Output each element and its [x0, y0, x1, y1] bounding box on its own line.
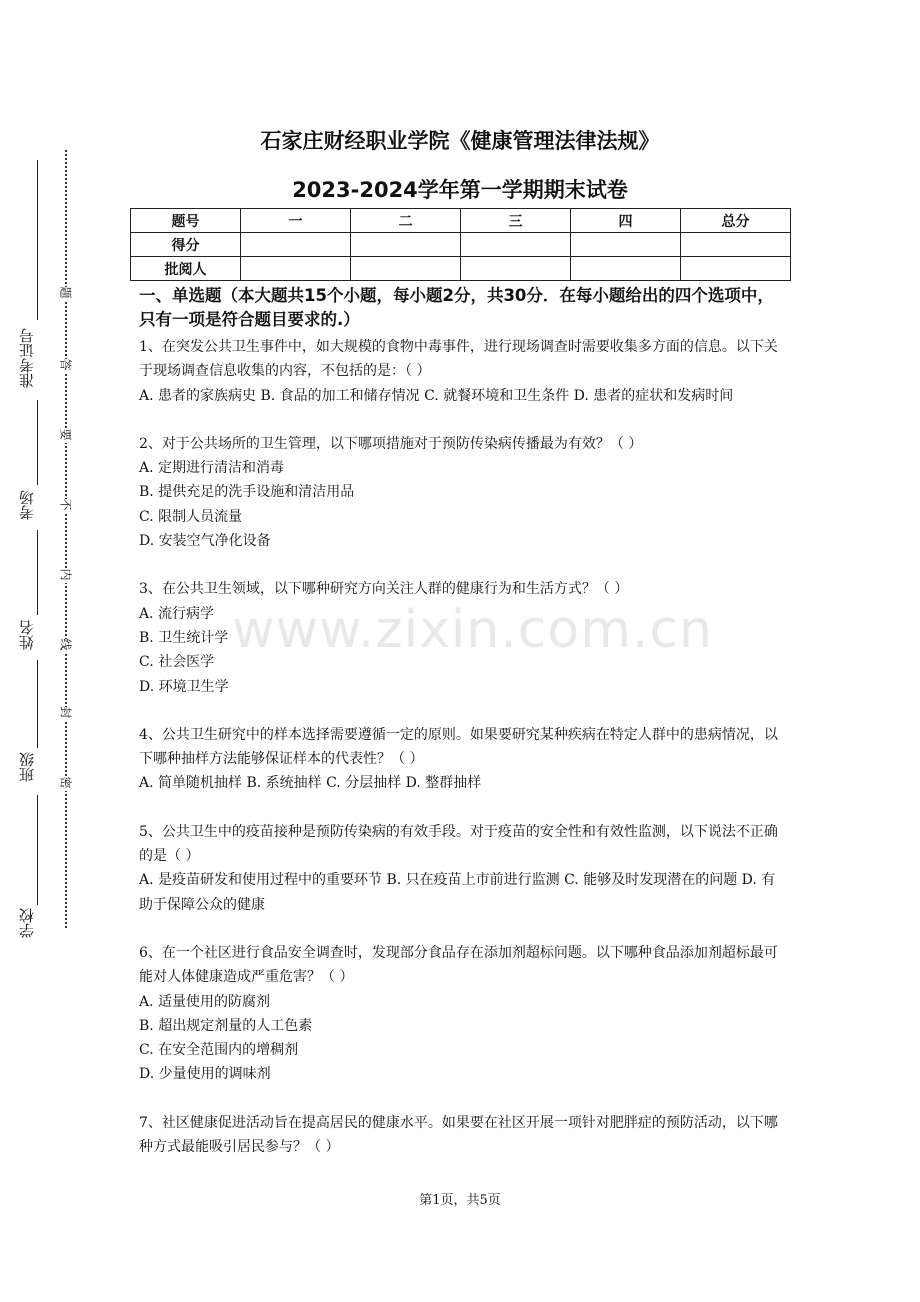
section-heading: 一、单选题（本大题共15个小题，每小题2分，共30分．在每小题给出的四个选项中，只有一项是符合题目要求的.） [139, 286, 774, 329]
class-label: 班级 [18, 752, 36, 782]
question-7 [139, 1111, 785, 1160]
seal-char: 要 [60, 427, 72, 441]
grader-cell[interactable] [571, 257, 681, 281]
score-row [131, 233, 791, 257]
score-cell[interactable] [681, 233, 791, 257]
question-stem: 5、公共卫生中的疫苗接种是预防传染病的有效手段。对于疫苗的安全性和有效性监测，以下说法不正确的是（ ） [139, 823, 778, 865]
grader-cell[interactable] [241, 257, 351, 281]
question-options-inline: A. 简单随机抽样 B. 系统抽样 C. 分层抽样 D. 整群抽样 [139, 775, 482, 792]
option-c: C. 限制人员流量 [139, 508, 243, 525]
name-line [37, 530, 38, 615]
exam-room-line [37, 400, 38, 485]
option-d: D. 安装空气净化设备 [139, 533, 271, 550]
seal-char: 密 [60, 775, 72, 789]
option-d: D. 少量使用的调味剂 [139, 1066, 271, 1083]
score-cell[interactable] [571, 233, 681, 257]
grader-row [131, 257, 791, 281]
option-c: C. 在安全范围内的增稠剂 [139, 1042, 299, 1059]
question-stem: 2、对于公共场所的卫生管理，以下哪项措施对于预防传染病传播最为有效？（ ） [139, 435, 643, 452]
score-row-label: 得分 [131, 233, 241, 257]
header-cell: 二 [351, 209, 461, 233]
seal-char: 线 [60, 637, 72, 651]
school-label: 学校 [18, 908, 36, 938]
watermark: www.zixin.com.cn [232, 600, 713, 660]
exam-room-label: 考场 [18, 490, 36, 520]
option-b: B. 卫生统计学 [139, 629, 229, 646]
seal-char: 内 [60, 567, 72, 581]
option-c: C. 社会医学 [139, 654, 215, 671]
question-1 [139, 335, 785, 408]
score-cell[interactable] [241, 233, 351, 257]
question-stem: 6、在一个社区进行食品安全调查时，发现部分食品存在添加剂超标问题。以下哪种食品添加剂超标最可能对人体健康造成严重危害？（ ） [139, 944, 778, 986]
seal-char: 题 [60, 285, 72, 299]
score-cell[interactable] [461, 233, 571, 257]
header-cell: 一 [241, 209, 351, 233]
exam-subtitle: 2023-2024学年第一学期期末试卷 [292, 178, 628, 202]
option-b: B. 提供充足的洗手设施和清洁用品 [139, 484, 355, 501]
grader-cell[interactable] [461, 257, 571, 281]
seal-char: 封 [60, 705, 72, 719]
seal-char: 答 [60, 357, 72, 371]
exam-title: 石家庄财经职业学院《健康管理法律法规》 [260, 129, 660, 153]
seal-char: 不 [60, 497, 72, 511]
grader-cell[interactable] [351, 257, 461, 281]
question-6 [139, 941, 785, 1087]
question-4 [139, 723, 785, 796]
option-b: B. 超出规定剂量的人工色素 [139, 1017, 313, 1034]
option-a: A. 定期进行清洁和消毒 [139, 460, 285, 477]
question-stem: 3、在公共卫生领域，以下哪种研究方向关注人群的健康行为和生活方式？（ ） [139, 581, 629, 598]
score-table [130, 208, 791, 281]
option-a: A. 流行病学 [139, 605, 215, 622]
option-d: D. 环境卫生学 [139, 678, 229, 695]
score-cell[interactable] [351, 233, 461, 257]
option-a: A. 适量使用的防腐剂 [139, 993, 271, 1010]
grader-row-label: 批阅人 [131, 257, 241, 281]
question-3 [139, 577, 785, 698]
exam-body [139, 284, 785, 1183]
exam-number-label: 准考证号 [18, 328, 36, 388]
question-options-inline: A. 是疫苗研发和使用过程中的重要环节 B. 只在疫苗上市前进行监测 C. 能够及时发现潜在的问题 D. 有助于保障公众的健康 [139, 872, 776, 913]
header-cell: 三 [461, 209, 571, 233]
seal-dashed-line [65, 150, 67, 928]
question-stem: 7、社区健康促进活动旨在提高居民的健康水平。如果要在社区开展一项针对肥胖症的预防活动，以下哪种方式最能吸引居民参与？（ ） [139, 1114, 778, 1156]
header-cell: 四 [571, 209, 681, 233]
school-line [37, 795, 38, 905]
class-line [37, 660, 38, 748]
question-stem: 4、公共卫生研究中的样本选择需要遵循一定的原则。如果要研究某种疾病在特定人群中的患病情况，以下哪种抽样方法能够保证样本的代表性？（ ） [139, 726, 778, 768]
score-table-header-row [131, 209, 791, 233]
grader-cell[interactable] [681, 257, 791, 281]
header-cell: 总分 [681, 209, 791, 233]
name-label: 姓名 [18, 620, 36, 650]
question-2 [139, 432, 785, 553]
page-footer: 第1页，共5页 [419, 1193, 501, 1208]
question-options-inline: A. 患者的家族病史 B. 食品的加工和储存情况 C. 就餐环境和卫生条件 D. 患者的症状和发病时间 [139, 387, 734, 404]
question-5 [139, 820, 785, 917]
header-cell: 题号 [131, 209, 241, 233]
question-stem: 1、在突发公共卫生事件中，如大规模的食物中毒事件，进行现场调查时需要收集多方面的信息。以下关于现场调查信息收集的内容，不包括的是：（ ） [139, 339, 778, 380]
